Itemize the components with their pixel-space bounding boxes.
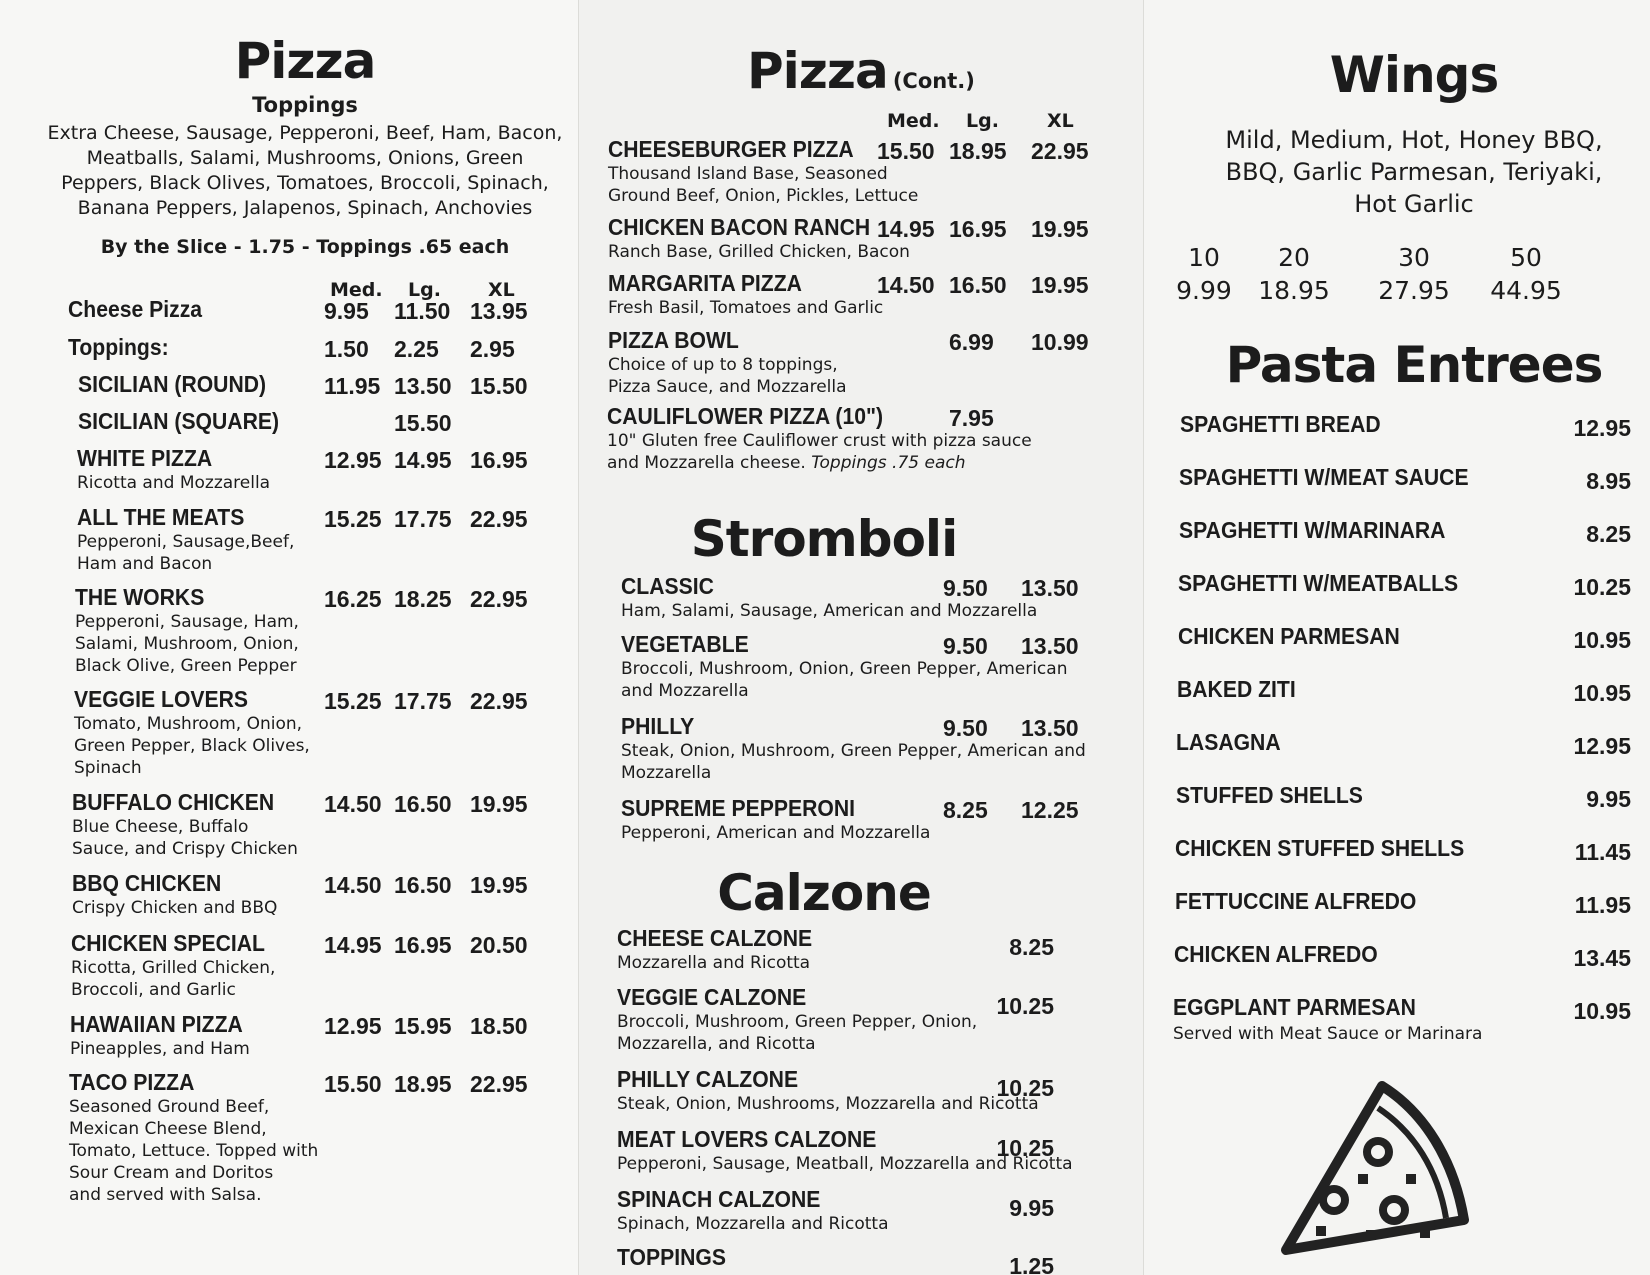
- price-small: 9.50: [943, 633, 988, 659]
- price: 1.25: [1009, 1253, 1054, 1275]
- price-med: 14.95: [877, 216, 935, 242]
- price-xl: 22.95: [470, 586, 528, 612]
- pasta-item-name: CHICKEN PARMESAN: [1178, 623, 1400, 649]
- menu-item-description: Spinach, Mozzarella and Ricotta: [617, 1214, 889, 1234]
- menu-item-name: MEAT LOVERS CALZONE: [617, 1126, 877, 1152]
- menu-item-description: Pineapples, and Ham: [70, 1039, 250, 1059]
- wings-price: 18.95: [1258, 276, 1330, 305]
- price-xl: 15.50: [470, 373, 528, 399]
- menu-item-description: and Mozzarella cheese. Toppings .75 each: [607, 453, 966, 473]
- price-lg: 16.95: [949, 216, 1007, 242]
- pasta-price: 13.45: [1573, 945, 1631, 971]
- pasta-price: 8.95: [1586, 468, 1631, 494]
- price-lg: 14.95: [394, 447, 452, 473]
- menu-item-description: Blue Cheese, Buffalo: [72, 817, 249, 837]
- price-lg: 7.95: [949, 405, 994, 431]
- size-header-med: Med.: [330, 279, 383, 301]
- menu-item-name: THE WORKS: [75, 584, 205, 610]
- pasta-price: 10.95: [1573, 680, 1631, 706]
- size-header-lg: Lg.: [408, 279, 441, 301]
- menu-panel-pizza: [0, 0, 578, 1275]
- price-med: 15.25: [324, 688, 382, 714]
- menu-item-description: Tomato, Lettuce. Topped with: [69, 1141, 319, 1161]
- menu-item-name: CAULIFLOWER PIZZA (10"): [607, 403, 884, 429]
- menu-item-description: Mozzarella, and Ricotta: [617, 1034, 816, 1054]
- menu-item-description: Ham, Salami, Sausage, American and Mozzarella: [621, 601, 1038, 621]
- wings-count: 10: [1188, 243, 1220, 272]
- price-lg: 15.95: [394, 1013, 452, 1039]
- price-lg: 18.95: [394, 1071, 452, 1097]
- menu-item-name: WHITE PIZZA: [77, 445, 213, 471]
- price: 10.25: [996, 1075, 1054, 1101]
- pasta-item-name: LASAGNA: [1176, 729, 1281, 755]
- menu-item-description: Broccoli, and Garlic: [71, 980, 236, 1000]
- price-large: 12.25: [1021, 797, 1079, 823]
- price-lg: 18.25: [394, 586, 452, 612]
- calzone-title: Calzone: [717, 864, 931, 922]
- price: 8.25: [1009, 934, 1054, 960]
- menu-item-description: Pepperoni, Sausage,Beef,: [77, 532, 295, 552]
- menu-item-description: Pizza Sauce, and Mozzarella: [608, 377, 847, 397]
- price-med: 14.50: [324, 872, 382, 898]
- pizza-title: Pizza: [234, 32, 376, 90]
- menu-item-name: CHICKEN SPECIAL: [71, 930, 265, 956]
- menu-item-description: Thousand Island Base, Seasoned: [608, 164, 888, 184]
- pasta-item-name: CHICKEN ALFREDO: [1174, 941, 1378, 967]
- menu-item-name: PHILLY CALZONE: [617, 1066, 799, 1092]
- menu-item-name: VEGGIE LOVERS: [74, 686, 249, 712]
- pasta-item-name: SPAGHETTI W/MEAT SAUCE: [1179, 464, 1469, 490]
- menu-item-name: PIZZA BOWL: [608, 327, 739, 353]
- price-xl: 13.95: [470, 298, 528, 324]
- pizza-cont-title: Pizza (Cont.): [747, 42, 975, 100]
- pasta-item-name: EGGPLANT PARMESAN: [1173, 994, 1416, 1020]
- menu-item-name: BUFFALO CHICKEN: [72, 789, 275, 815]
- price-lg: 16.50: [394, 791, 452, 817]
- wings-price: 44.95: [1490, 276, 1562, 305]
- by-the-slice-note: By the Slice - 1.75 - Toppings .65 each: [100, 236, 510, 258]
- wings-count: 50: [1510, 243, 1542, 272]
- menu-item-description: Seasoned Ground Beef,: [69, 1097, 270, 1117]
- wings-price: 9.99: [1176, 276, 1232, 305]
- wings-flavors: Mild, Medium, Hot, Honey BBQ, BBQ, Garlic Parmesan, Teriyaki, Hot Garlic: [1225, 126, 1603, 218]
- price-xl: 19.95: [1031, 272, 1089, 298]
- price-med: 16.25: [324, 586, 382, 612]
- menu-item-description: Ground Beef, Onion, Pickles, Lettuce: [608, 186, 919, 206]
- menu-item-description: Sauce, and Crispy Chicken: [72, 839, 298, 859]
- price-xl: 10.99: [1031, 329, 1089, 355]
- menu-item-name: Cheese Pizza: [68, 296, 203, 322]
- wings-price: 27.95: [1378, 276, 1450, 305]
- menu-item-name: SPINACH CALZONE: [617, 1186, 821, 1212]
- menu-item-name: ALL THE MEATS: [77, 504, 245, 530]
- menu-item-description: Fresh Basil, Tomatoes and Garlic: [608, 298, 884, 318]
- pasta-item-name: FETTUCCINE ALFREDO: [1175, 888, 1417, 914]
- wings-title: Wings: [1329, 46, 1499, 104]
- price-xl: 19.95: [470, 791, 528, 817]
- menu-item-description: Ricotta, Grilled Chicken,: [71, 958, 276, 978]
- menu-item-description: Broccoli, Mushroom, Green Pepper, Onion,: [617, 1012, 978, 1032]
- price-lg: 2.25: [394, 336, 439, 362]
- price-lg: 11.50: [394, 298, 451, 324]
- menu-item-name: SICILIAN (ROUND): [78, 371, 267, 397]
- menu-item-description: Mexican Cheese Blend,: [69, 1119, 267, 1139]
- pasta-item-name: SPAGHETTI BREAD: [1180, 411, 1381, 437]
- menu-item-description: and served with Salsa.: [69, 1185, 262, 1205]
- price-xl: 19.95: [1031, 216, 1089, 242]
- price: 9.95: [1009, 1195, 1054, 1221]
- price-lg: 16.50: [394, 872, 452, 898]
- size-header-xl: XL: [488, 279, 515, 301]
- price-large: 13.50: [1021, 633, 1079, 659]
- price-lg: 6.99: [949, 329, 994, 355]
- pasta-price: 11.95: [1574, 892, 1631, 918]
- menu-panel-wings-pasta: [1143, 0, 1650, 1275]
- menu-item-name: TOPPINGS: [617, 1244, 726, 1270]
- price-med: 14.95: [324, 932, 382, 958]
- menu-item-name: CLASSIC: [621, 573, 714, 599]
- price: 10.25: [996, 993, 1054, 1019]
- menu-item-description: Pepperoni, American and Mozzarella: [621, 823, 931, 843]
- menu-item-name: HAWAIIAN PIZZA: [70, 1011, 243, 1037]
- pasta-price: 9.95: [1586, 786, 1631, 812]
- price-xl: 2.95: [470, 336, 515, 362]
- wings-count: 20: [1278, 243, 1310, 272]
- menu-item-name: CHEESEBURGER PIZZA: [608, 136, 854, 162]
- pasta-item-name: CHICKEN STUFFED SHELLS: [1175, 835, 1465, 861]
- price-med: 14.50: [324, 791, 382, 817]
- wings-count: 30: [1398, 243, 1430, 272]
- price-lg: 13.50: [394, 373, 452, 399]
- menu-item-description: Pepperoni, Sausage, Ham,: [75, 612, 299, 632]
- price-xl: 18.50: [470, 1013, 528, 1039]
- pasta-price: 10.95: [1573, 998, 1631, 1024]
- menu-item-description: Crispy Chicken and BBQ: [72, 898, 278, 918]
- pasta-price: 12.95: [1573, 415, 1631, 441]
- menu-item-description: Tomato, Mushroom, Onion,: [74, 714, 303, 734]
- price-med: 12.95: [324, 1013, 382, 1039]
- menu-item-name: Toppings:: [68, 334, 169, 360]
- menu-item-name: SUPREME PEPPERONI: [621, 795, 855, 821]
- menu-item-name: PHILLY: [621, 713, 695, 739]
- pizza-slice-icon: [1274, 1070, 1474, 1270]
- pasta-price: 10.25: [1573, 574, 1631, 600]
- menu-item-name: SICILIAN (SQUARE): [78, 408, 280, 434]
- menu-item-description: Mozzarella and Ricotta: [617, 953, 811, 973]
- menu-item-description: Ham and Bacon: [77, 554, 213, 574]
- menu-item-description: Salami, Mushroom, Onion,: [75, 634, 299, 654]
- price-large: 13.50: [1021, 715, 1079, 741]
- price-med: 12.95: [324, 447, 382, 473]
- menu-item-name: BBQ CHICKEN: [72, 870, 222, 896]
- menu-item-description: Mozzarella: [621, 763, 712, 783]
- pasta-title: Pasta Entrees: [1225, 336, 1603, 394]
- menu-item-name: VEGETABLE: [621, 631, 749, 657]
- toppings-heading: Toppings: [252, 93, 358, 117]
- price-xl: 22.95: [1031, 138, 1089, 164]
- menu-item-name: MARGARITA PIZZA: [608, 270, 802, 296]
- price-med: 15.25: [324, 506, 382, 532]
- price-lg: 16.95: [394, 932, 452, 958]
- menu-item-description: Broccoli, Mushroom, Onion, Green Pepper, American: [621, 659, 1068, 679]
- menu-item-description: Spinach: [74, 758, 142, 778]
- size-header-lg: Lg.: [966, 110, 999, 132]
- menu-item-description: Pepperoni, Sausage, Meatball, Mozzarella and Ricotta: [617, 1154, 1073, 1174]
- menu-item-name: CHICKEN BACON RANCH: [608, 214, 871, 240]
- price-med: 11.95: [324, 373, 381, 399]
- stromboli-title: Stromboli: [690, 510, 958, 568]
- price-xl: 16.95: [470, 447, 528, 473]
- price-small: 8.25: [943, 797, 988, 823]
- menu-item-description: Choice of up to 8 toppings,: [608, 355, 838, 375]
- price-lg: 16.50: [949, 272, 1007, 298]
- menu-panel-pizza-cont: [578, 0, 1144, 1275]
- menu-item-description: Ranch Base, Grilled Chicken, Bacon: [608, 242, 910, 262]
- price-lg: 17.75: [394, 688, 452, 714]
- menu-item-description: 10" Gluten free Cauliflower crust with pizza sauce: [607, 431, 1032, 451]
- menu-item-name: TACO PIZZA: [69, 1069, 195, 1095]
- menu-item-name: CHEESE CALZONE: [617, 925, 813, 951]
- pasta-item-name: SPAGHETTI W/MEATBALLS: [1178, 570, 1459, 596]
- pasta-price: 12.95: [1573, 733, 1631, 759]
- menu-item-description: Steak, Onion, Mushroom, Green Pepper, American and: [621, 741, 1086, 761]
- menu-item-description: Sour Cream and Doritos: [69, 1163, 274, 1183]
- price-lg: 17.75: [394, 506, 452, 532]
- size-header-xl: XL: [1047, 110, 1074, 132]
- pasta-item-name: SPAGHETTI W/MARINARA: [1179, 517, 1446, 543]
- price-xl: 20.50: [470, 932, 528, 958]
- price-lg: 18.95: [949, 138, 1007, 164]
- pasta-item-name: STUFFED SHELLS: [1176, 782, 1363, 808]
- price-lg: 15.50: [394, 410, 452, 436]
- menu-item-description: Steak, Onion, Mushrooms, Mozzarella and Ricotta: [617, 1094, 1039, 1114]
- pasta-price: 10.95: [1573, 627, 1631, 653]
- menu-item-description: Black Olive, Green Pepper: [75, 656, 297, 676]
- price-xl: 22.95: [470, 1071, 528, 1097]
- menu-item-description: Ricotta and Mozzarella: [77, 473, 271, 493]
- price-med: 14.50: [877, 272, 935, 298]
- menu-item-description: Served with Meat Sauce or Marinara: [1173, 1024, 1483, 1044]
- price-small: 9.50: [943, 575, 988, 601]
- price-med: 1.50: [324, 336, 369, 362]
- price-large: 13.50: [1021, 575, 1079, 601]
- price-xl: 22.95: [470, 506, 528, 532]
- pasta-item-name: BAKED ZITI: [1177, 676, 1296, 702]
- price-med: 15.50: [324, 1071, 382, 1097]
- toppings-list: Extra Cheese, Sausage, Pepperoni, Beef, Ham, Bacon, Meatballs, Salami, Mushrooms, Onions, Green Peppers, Black Olives, Tomatoes, Broccoli, Spinach, Banana Peppers, Jalapenos, Spinach, Anchovies: [47, 122, 563, 219]
- price-small: 9.50: [943, 715, 988, 741]
- pasta-price: 8.25: [1586, 521, 1631, 547]
- pasta-price: 11.45: [1574, 839, 1631, 865]
- size-header-med: Med.: [887, 110, 940, 132]
- menu-item-name: VEGGIE CALZONE: [617, 984, 807, 1010]
- menu-item-description: and Mozzarella: [621, 681, 749, 701]
- price-xl: 22.95: [470, 688, 528, 714]
- menu-item-description: Green Pepper, Black Olives,: [74, 736, 310, 756]
- price-xl: 19.95: [470, 872, 528, 898]
- price-med: 9.95: [324, 298, 369, 324]
- price-med: 15.50: [877, 138, 935, 164]
- price: 10.25: [996, 1135, 1054, 1161]
